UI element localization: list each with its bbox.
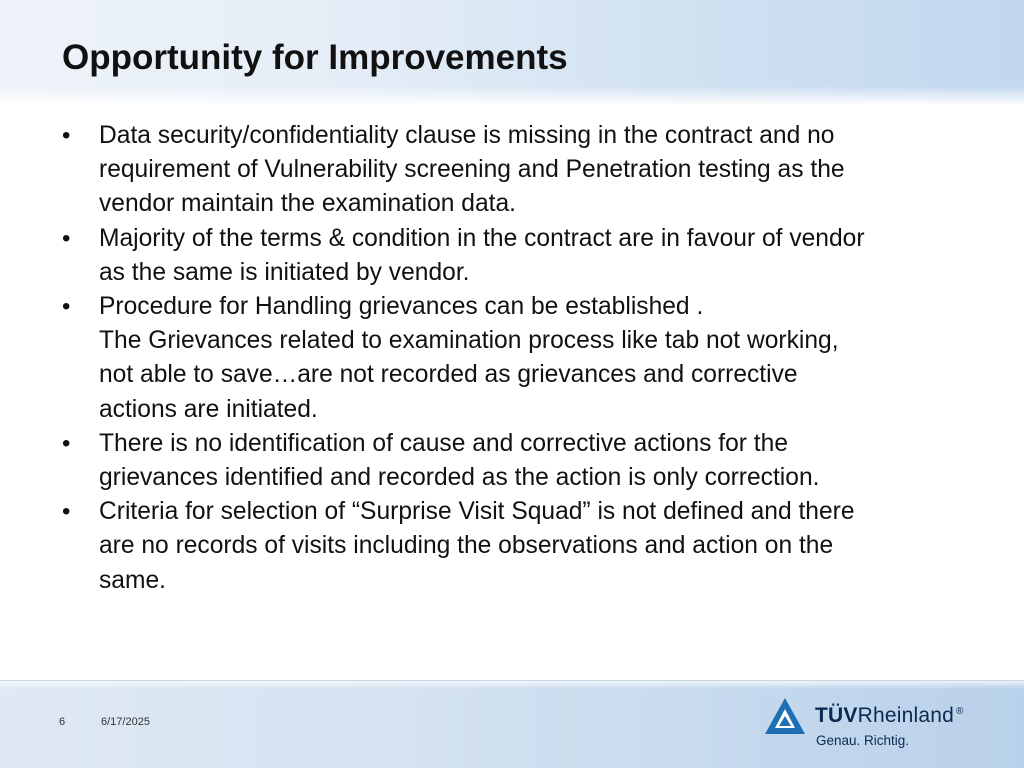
page-number: 6 [59, 716, 66, 728]
bullet-dot-icon: • [62, 122, 71, 149]
bullet-dot-icon: • [62, 224, 71, 252]
logo-brand-rest: Rheinland [857, 704, 954, 727]
bullet-item [62, 427, 1002, 495]
bullet-text-line: requirement of Vulnerability screening and Penetration testing as the [99, 156, 845, 184]
bullet-text-line: grievances identified and recorded as the action is only correction. [99, 464, 820, 492]
tuv-triangle-icon [764, 697, 806, 735]
logo-tagline: Genau. Richtig. [816, 733, 910, 748]
slide-title: Opportunity for Improvements [62, 38, 568, 77]
bullet-text-line: Criteria for selection of “Surprise Visit Squad” is not defined and there [99, 498, 855, 526]
bullet-dot-icon: • [62, 429, 71, 457]
bullet-dot-icon: • [62, 293, 71, 321]
tuv-rheinland-logo [764, 695, 974, 755]
bullet-text-line: actions are initiated. [99, 395, 318, 423]
logo-brand-text [815, 704, 964, 728]
bullet-text-line: vendor maintain the examination data. [99, 190, 516, 218]
registered-mark: ® [955, 706, 964, 717]
bullet-text-line: Data security/confidentiality clause is missing in the contract and no [99, 122, 835, 149]
bullet-list [62, 119, 1002, 598]
bullet-text-line: Procedure for Handling grievances can be established . [99, 293, 704, 321]
logo-brand-bold: TÜV [815, 704, 858, 727]
bullet-item [62, 119, 1002, 222]
bullet-item [62, 222, 1002, 290]
footer-date: 6/17/2025 [101, 716, 150, 728]
bullet-item [62, 290, 1002, 427]
bullet-item [62, 495, 1002, 598]
bullet-text-line: Majority of the terms & condition in the contract are in favour of vendor [99, 224, 865, 252]
bullet-text-line: There is no identification of cause and corrective actions for the [99, 429, 788, 457]
bullet-text-line: same. [99, 566, 166, 594]
bullet-text-line: are no records of visits including the observations and action on the [99, 532, 834, 560]
bullet-text-line: The Grievances related to examination process like tab not working, [99, 327, 839, 355]
bullet-text-line: not able to save…are not recorded as grievances and corrective [99, 361, 798, 389]
bullet-text-line: as the same is initiated by vendor. [99, 258, 470, 286]
bullet-dot-icon: • [62, 498, 71, 526]
